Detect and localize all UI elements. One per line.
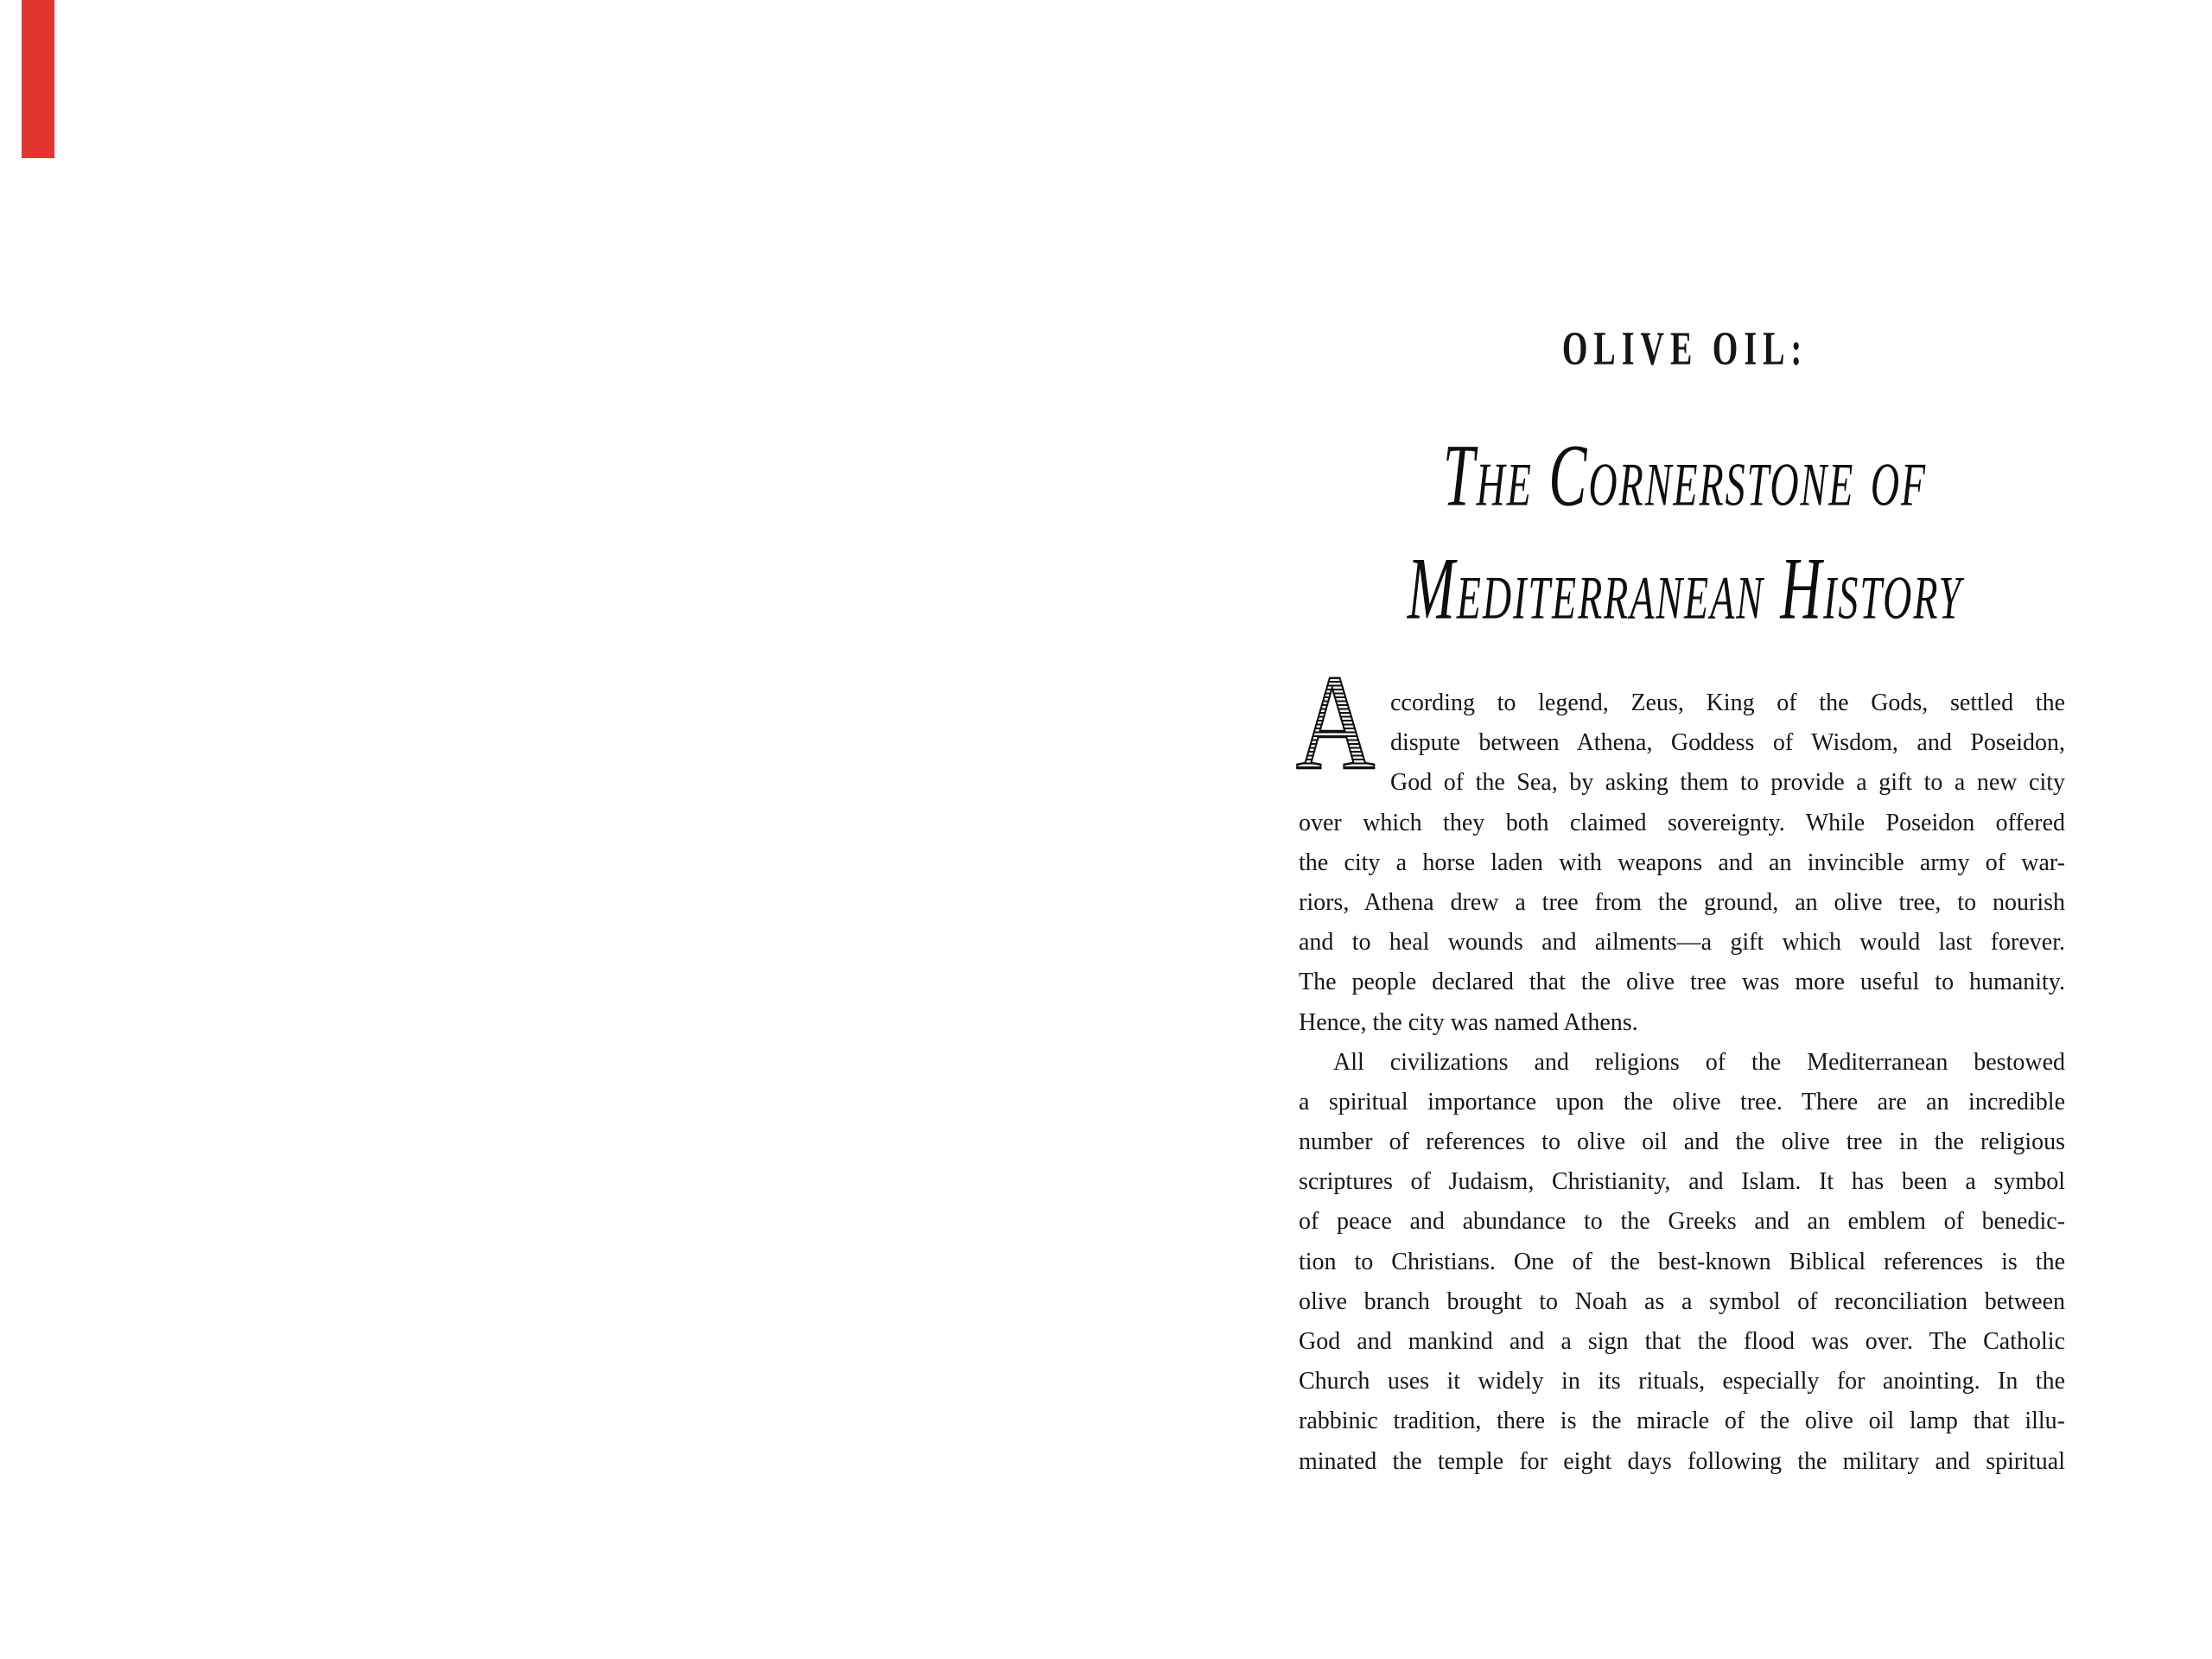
text-line: number of references to olive oil and the olive tree in the religious: [1299, 1128, 2065, 1156]
paragraph-1: [1299, 683, 2065, 1043]
chapter-body: [1299, 683, 2065, 1482]
chapter-kicker: OLIVE OIL:: [1561, 322, 1808, 376]
text-line: a spiritual importance upon the olive tree. There are an incredible: [1299, 1088, 2065, 1116]
text-line: over which they both claimed sovereignty. While Poseidon offered: [1299, 809, 2065, 836]
text-line: Hence, the city was named Athens.: [1299, 1008, 1638, 1036]
chapter-title-line-1: The Cornerstone of: [1442, 427, 1928, 525]
text-line: tion to Christians. One of the best-known Biblical references is the: [1299, 1248, 2065, 1275]
paragraph-2: [1299, 1043, 2065, 1482]
text-line: dispute between Athena, Goddess of Wisdom, and Poseidon,: [1390, 729, 2065, 757]
text-line: scriptures of Judaism, Christianity, and Islam. It has been a symbol: [1299, 1168, 2065, 1196]
text-line: The people declared that the olive tree was more useful to humanity.: [1299, 969, 2065, 996]
text-line: ccording to legend, Zeus, King of the Gods, settled the: [1390, 690, 2065, 716]
text-line: and to heal wounds and ailments—a gift which would last forever.: [1299, 929, 2065, 957]
text-line: of peace and abundance to the Greeks and an emblem of benedic-: [1299, 1208, 2065, 1236]
red-bookmark-tab: [22, 0, 54, 158]
text-line: olive branch brought to Noah as a symbol of reconciliation between: [1299, 1287, 2065, 1315]
text-line: the city a horse laden with weapons and an invincible army of war-: [1299, 849, 2065, 876]
text-line: rabbinic tradition, there is the miracle of the olive oil lamp that illu-: [1299, 1408, 2065, 1435]
text-line: God and mankind and a sign that the flood was over. The Catholic: [1299, 1328, 2065, 1355]
text-line: God of the Sea, by asking them to provide a gift to a new city: [1390, 769, 2065, 797]
text-line: minated the temple for eight days following the military and spiritual: [1299, 1447, 2065, 1475]
text-line: riors, Athena drew a tree from the ground, an olive tree, to nourish: [1299, 888, 2065, 916]
text-line: Church uses it widely in its rituals, especially for anointing. In the: [1299, 1368, 2065, 1395]
text-line: All civilizations and religions of the Mediterranean bestowed: [1333, 1048, 2065, 1076]
drop-cap: A: [1296, 647, 1376, 798]
chapter-title-line-2: Mediterranean History: [1407, 540, 1963, 639]
